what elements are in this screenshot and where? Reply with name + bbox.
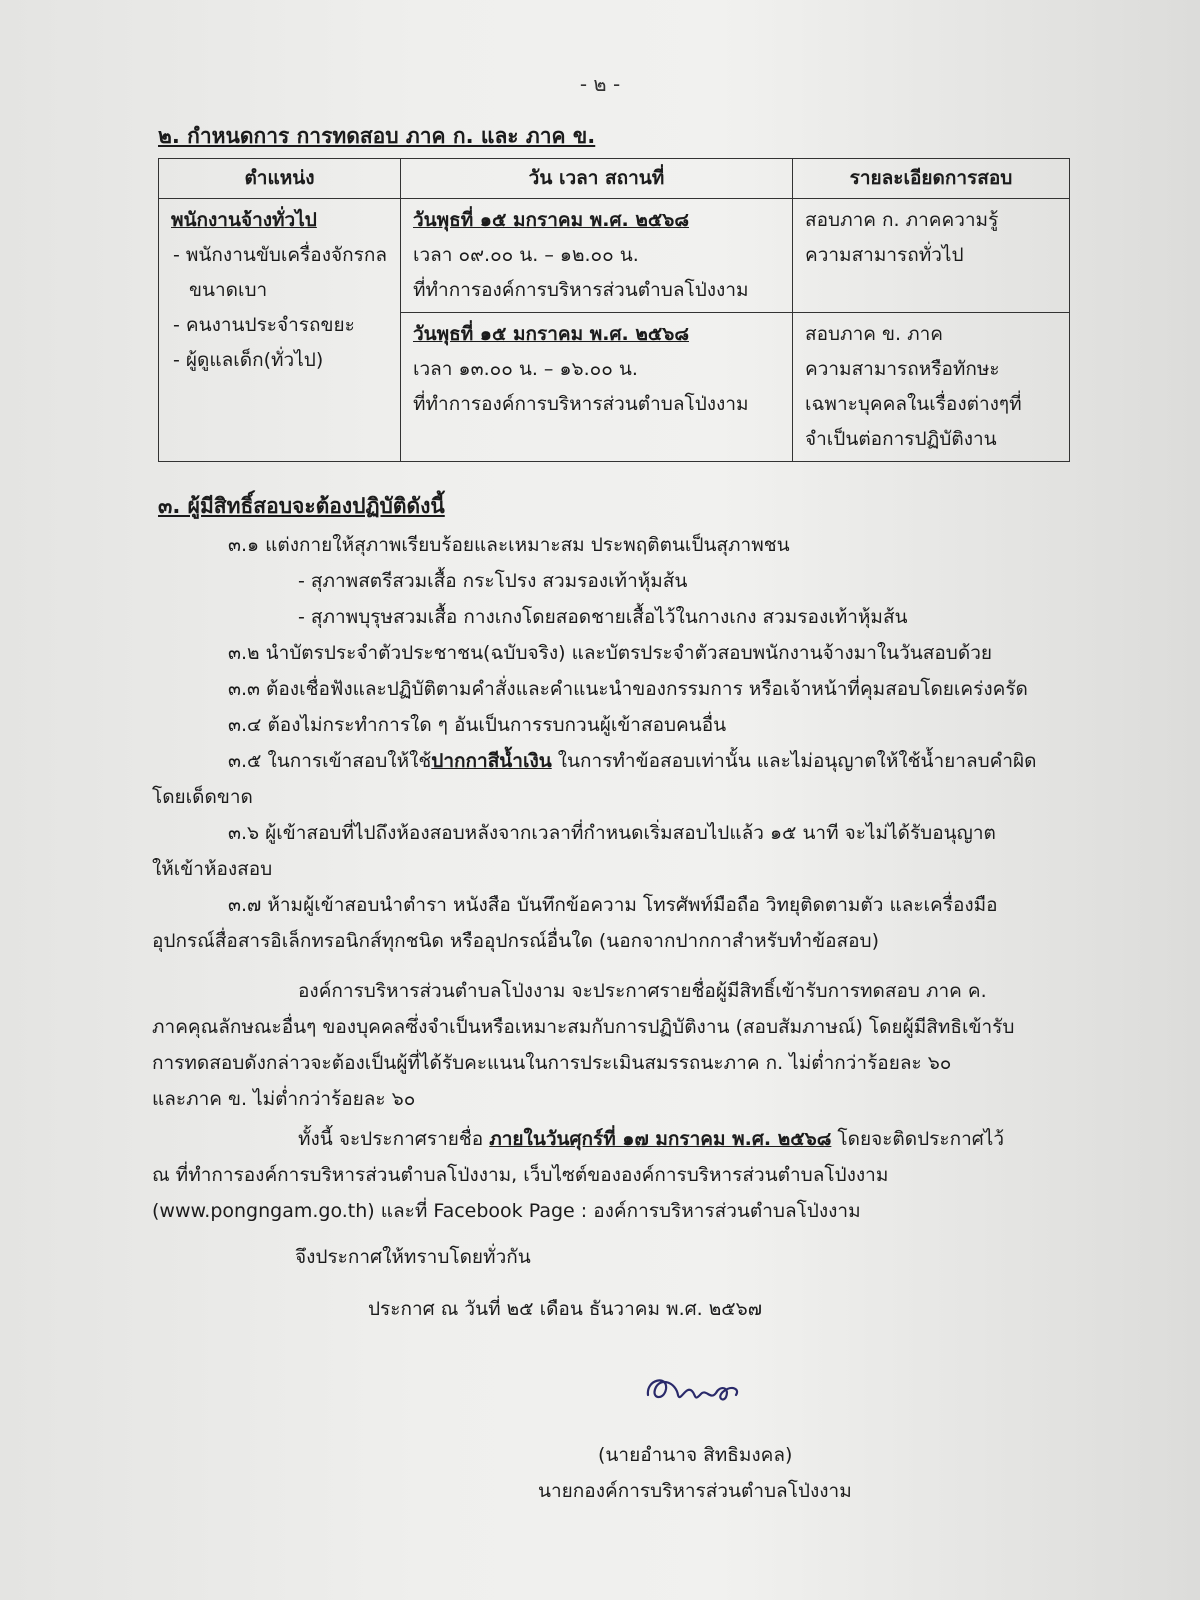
blue-pen-emphasis: ปากกาสีน้ำเงิน xyxy=(431,750,552,772)
rule-3-5-text: ๓.๕ ในการเข้าสอบให้ใช้ xyxy=(228,750,432,772)
detail-line: ความสามารถทั่วไป xyxy=(805,244,964,266)
signature-stroke xyxy=(640,1365,750,1415)
session-date: วันพุธที่ ๑๕ มกราคม พ.ศ. ๒๕๖๘ xyxy=(413,209,689,231)
rule-3-7: ๓.๗ ห้ามผู้เข้าสอบนำตำรา หนังสือ บันทึกข้อความ โทรศัพท์มือถือ วิทยุติดตามตัว และเครื่องมือ xyxy=(228,894,998,916)
table-header-row xyxy=(159,159,1070,199)
rule-3-3: ๓.๓ ต้องเชื่อฟังและปฏิบัติตามคำสั่งและคำแนะนำของกรรมการ หรือเจ้าหน้าที่คุมสอบโดยเคร่งครัด xyxy=(228,678,1028,700)
rule-3-5-continuation: โดยเด็ดขาด xyxy=(152,786,253,808)
position-title: พนักงานจ้างทั่วไป xyxy=(171,209,317,231)
header-exam-details: รายละเอียดการสอบ xyxy=(793,159,1070,199)
announcement-date: ประกาศ ณ วันที่ ๒๕ เดือน ธันวาคม พ.ศ. ๒๕๖๗ xyxy=(368,1298,762,1320)
position-item: - พนักงานขับเครื่องจักรกล xyxy=(173,244,387,266)
results-date-emphasis: ภายในวันศุกร์ที่ ๑๗ มกราคม พ.ศ. ๒๕๖๘ xyxy=(489,1128,832,1150)
page-number: - ๒ - xyxy=(579,72,621,96)
header-date-time-place: วัน เวลา สถานที่ xyxy=(401,159,793,199)
session-2-details xyxy=(793,313,1070,462)
rule-3-1-men: - สุภาพบุรุษสวมเสื้อ กางเกงโดยสอดชายเสื้อไว้ในกางเกง สวมรองเท้าหุ้มส้น xyxy=(298,606,908,628)
rule-3-7-continuation: อุปกรณ์สื่อสารอิเล็กทรอนิกส์ทุกชนิด หรืออุปกรณ์อื่นใด (นอกจากปากกาสำหรับทำข้อสอบ) xyxy=(152,930,880,952)
positions-cell xyxy=(159,199,401,462)
session-time: เวลา ๑๓.๐๐ น. – ๑๖.๐๐ น. xyxy=(413,358,638,380)
position-item: - คนงานประจำรถขยะ xyxy=(173,314,355,336)
results-text: ทั้งนี้ จะประกาศรายชื่อ xyxy=(298,1128,490,1150)
detail-line: จำเป็นต่อการปฏิบัติงาน xyxy=(805,428,997,450)
session-time: เวลา ๐๙.๐๐ น. – ๑๒.๐๐ น. xyxy=(413,244,639,266)
announcement-line-4: และภาค ข. ไม่ต่ำกว่าร้อยละ ๖๐ xyxy=(152,1088,416,1110)
session-place: ที่ทำการองค์การบริหารส่วนตำบลโป่งงาม xyxy=(413,279,749,301)
announcement-line-1: องค์การบริหารส่วนตำบลโป่งงาม จะประกาศรายชื่อผู้มีสิทธิ์เข้ารับการทดสอบ ภาค ค. xyxy=(298,980,987,1002)
announcement-line-3: การทดสอบดังกล่าวจะต้องเป็นผู้ที่ได้รับคะแนนในการประเมินสมรรถนะภาค ก. ไม่ต่ำกว่าร้อยละ ๖๐ xyxy=(152,1052,952,1074)
closing-line: จึงประกาศให้ทราบโดยทั่วกัน xyxy=(295,1246,531,1268)
session-1-details xyxy=(793,199,1070,313)
results-location-line: ณ ที่ทำการองค์การบริหารส่วนตำบลโป่งงาม, เว็บไซต์ขององค์การบริหารส่วนตำบลโป่งงาม xyxy=(152,1164,889,1186)
rule-3-1: ๓.๑ แต่งกายให้สุภาพเรียบร้อยและเหมาะสม ประพฤติตนเป็นสุภาพชน xyxy=(228,534,790,556)
announcement-line-2: ภาคคุณลักษณะอื่นๆ ของบุคคลซึ่งจำเป็นหรือเหมาะสมกับการปฏิบัติงาน (สอบสัมภาษณ์) โดยผู้มีสิทธิเข้ารับ xyxy=(152,1016,1015,1038)
detail-line: เฉพาะบุคคลในเรื่องต่างๆที่ xyxy=(805,393,1022,415)
section-3-heading: ๓. ผู้มีสิทธิ์สอบจะต้องปฏิบัติดังนี้ xyxy=(158,494,445,518)
rule-3-5-text-cont: ในการทำข้อสอบเท่านั้น และไม่อนุญาตให้ใช้น้ำยาลบคำผิด xyxy=(551,750,1037,772)
position-item: ขนาดเบา xyxy=(189,279,268,301)
session-place: ที่ทำการองค์การบริหารส่วนตำบลโป่งงาม xyxy=(413,393,749,415)
position-item: - ผู้ดูแลเด็ก(ทั่วไป) xyxy=(173,349,324,371)
session-1-cell xyxy=(401,199,793,313)
detail-line: ความสามารถหรือทักษะ xyxy=(805,358,1000,380)
rule-3-4: ๓.๔ ต้องไม่กระทำการใด ๆ อันเป็นการรบกวนผู้เข้าสอบคนอื่น xyxy=(228,714,727,736)
results-text-cont: โดยจะติดประกาศไว้ xyxy=(831,1128,1005,1150)
rule-3-6: ๓.๖ ผู้เข้าสอบที่ไปถึงห้องสอบหลังจากเวลาที่กำหนดเริ่มสอบไปแล้ว ๑๕ นาที จะไม่ได้รับอนุญาต xyxy=(228,822,996,844)
exam-schedule-table xyxy=(158,158,1070,462)
results-date-line xyxy=(298,1124,1004,1154)
section-2-heading: ๒. กำหนดการ การทดสอบ ภาค ก. และ ภาค ข. xyxy=(158,124,596,148)
rule-3-1-women: - สุภาพสตรีสวมเสื้อ กระโปรง สวมรองเท้าหุ้มส้น xyxy=(298,570,688,592)
rule-3-2: ๓.๒ นำบัตรประจำตัวประชาชน(ฉบับจริง) และบัตรประจำตัวสอบพนักงานจ้างมาในวันสอบด้วย xyxy=(228,642,992,664)
handwritten-signature xyxy=(640,1365,750,1419)
session-2-cell xyxy=(401,313,793,462)
detail-line: สอบภาค ก. ภาคความรู้ xyxy=(805,209,999,231)
rule-3-6-continuation: ให้เข้าห้องสอบ xyxy=(152,858,273,880)
signer-name: (นายอำนาจ สิทธิมงคล) xyxy=(598,1444,793,1466)
header-position: ตำแหน่ง xyxy=(159,159,401,199)
signer-title: นายกองค์การบริหารส่วนตำบลโป่งงาม xyxy=(538,1480,852,1502)
table-row xyxy=(159,199,1070,313)
rule-3-5 xyxy=(228,746,1037,776)
session-date: วันพุธที่ ๑๕ มกราคม พ.ศ. ๒๕๖๘ xyxy=(413,323,689,345)
results-channels-line: (www.pongngam.go.th) และที่ Facebook Page : องค์การบริหารส่วนตำบลโป่งงาม xyxy=(152,1200,861,1222)
detail-line: สอบภาค ข. ภาค xyxy=(805,323,943,345)
